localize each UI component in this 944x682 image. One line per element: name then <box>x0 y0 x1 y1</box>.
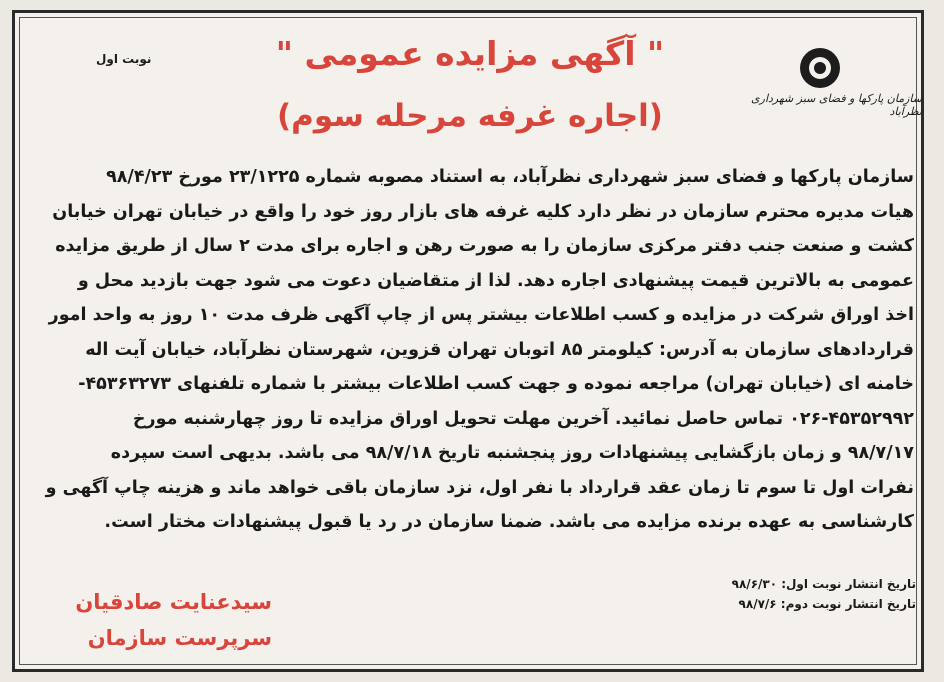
body-line: خامنه ای (خیابان تهران) مراجعه نموده و جهت کسب اطلاعات بیشتر با شماره تلفنهای ۴۵۳۶۳۲۷۳- <box>78 374 914 394</box>
body-line: نفرات اول تا سوم تا زمان عقد قرارداد با نفر اول، نزد سازمان باقی خواهد ماند و هزینه چاپ آگهی و <box>45 477 914 498</box>
signature-block <box>62 584 272 656</box>
signer-name: سیدعنایت صادقیان <box>75 590 272 614</box>
body-line: ۰۲۶-۴۵۳۵۲۹۹۲ تماس حاصل نمائید. آخرین مهلت تحویل اوراق مزایده تا روز چهارشنبه مورخ <box>132 408 914 429</box>
body-line: قراردادهای سازمان به آدرس: کیلومتر ۸۵ اتوبان تهران قزوین، شهرستان نظرآباد، خیابان آیت اله <box>85 339 914 360</box>
publish-dates <box>656 574 916 614</box>
notice-subtitle: (اجاره غرفه مرحله سوم) <box>277 98 663 134</box>
body-line: عمومی به بالاترین قیمت پیشنهادی اجاره دهد. لذا از متقاضیان دعوت می شود جهت بازدید محل و <box>77 270 914 291</box>
body-line: ۹۸/۷/۱۷ و زمان بازگشایی پیشنهادات روز پنجشنبه تاریخ ۹۸/۷/۱۸ می باشد. بدیهی است سپرده <box>110 443 914 463</box>
body-line: کارشناسی به عهده برنده مزایده می باشد. ضمنا سازمان در رد یا قبول پیشنهادات مختار است. <box>104 512 914 532</box>
org-logo-icon <box>800 48 840 88</box>
body-line: سازمان پارکها و فضای سبز شهرداری نظرآباد، به استناد مصوبه شماره ۲۳/۱۲۲۵ مورخ ۹۸/۴/۲۳ <box>106 167 914 187</box>
org-name: سازمان پارکها و فضای سبز شهرداری نظرآباد <box>751 92 922 118</box>
body-line: کشت و صنعت جنب دفتر مرکزی سازمان را به صورت رهن و اجاره برای مدت ۲ سال از طریق مزایده <box>55 236 914 256</box>
publish-date-first: تاریخ انتشار نوبت اول: ۹۸/۶/۳۰ <box>731 577 916 591</box>
turn-label: نوبت اول <box>96 52 152 66</box>
signer-title: سرپرست سازمان <box>87 626 272 650</box>
notice-body <box>34 160 914 540</box>
publish-date-second: تاریخ انتشار نوبت دوم: ۹۸/۷/۶ <box>738 597 916 611</box>
body-line: هیات مدیره محترم سازمان در نظر دارد کلیه غرفه های بازار روز خود را واقع در خیابان تهران خیابان <box>52 201 914 222</box>
body-line: اخذ اوراق شرکت در مزایده و کسب اطلاعات بیشتر پس از چاپ آگهی ظرف مدت ۱۰ روز به واحد امور <box>48 305 914 325</box>
notice-title: " آگهی مزایده عمومی " <box>275 34 665 73</box>
